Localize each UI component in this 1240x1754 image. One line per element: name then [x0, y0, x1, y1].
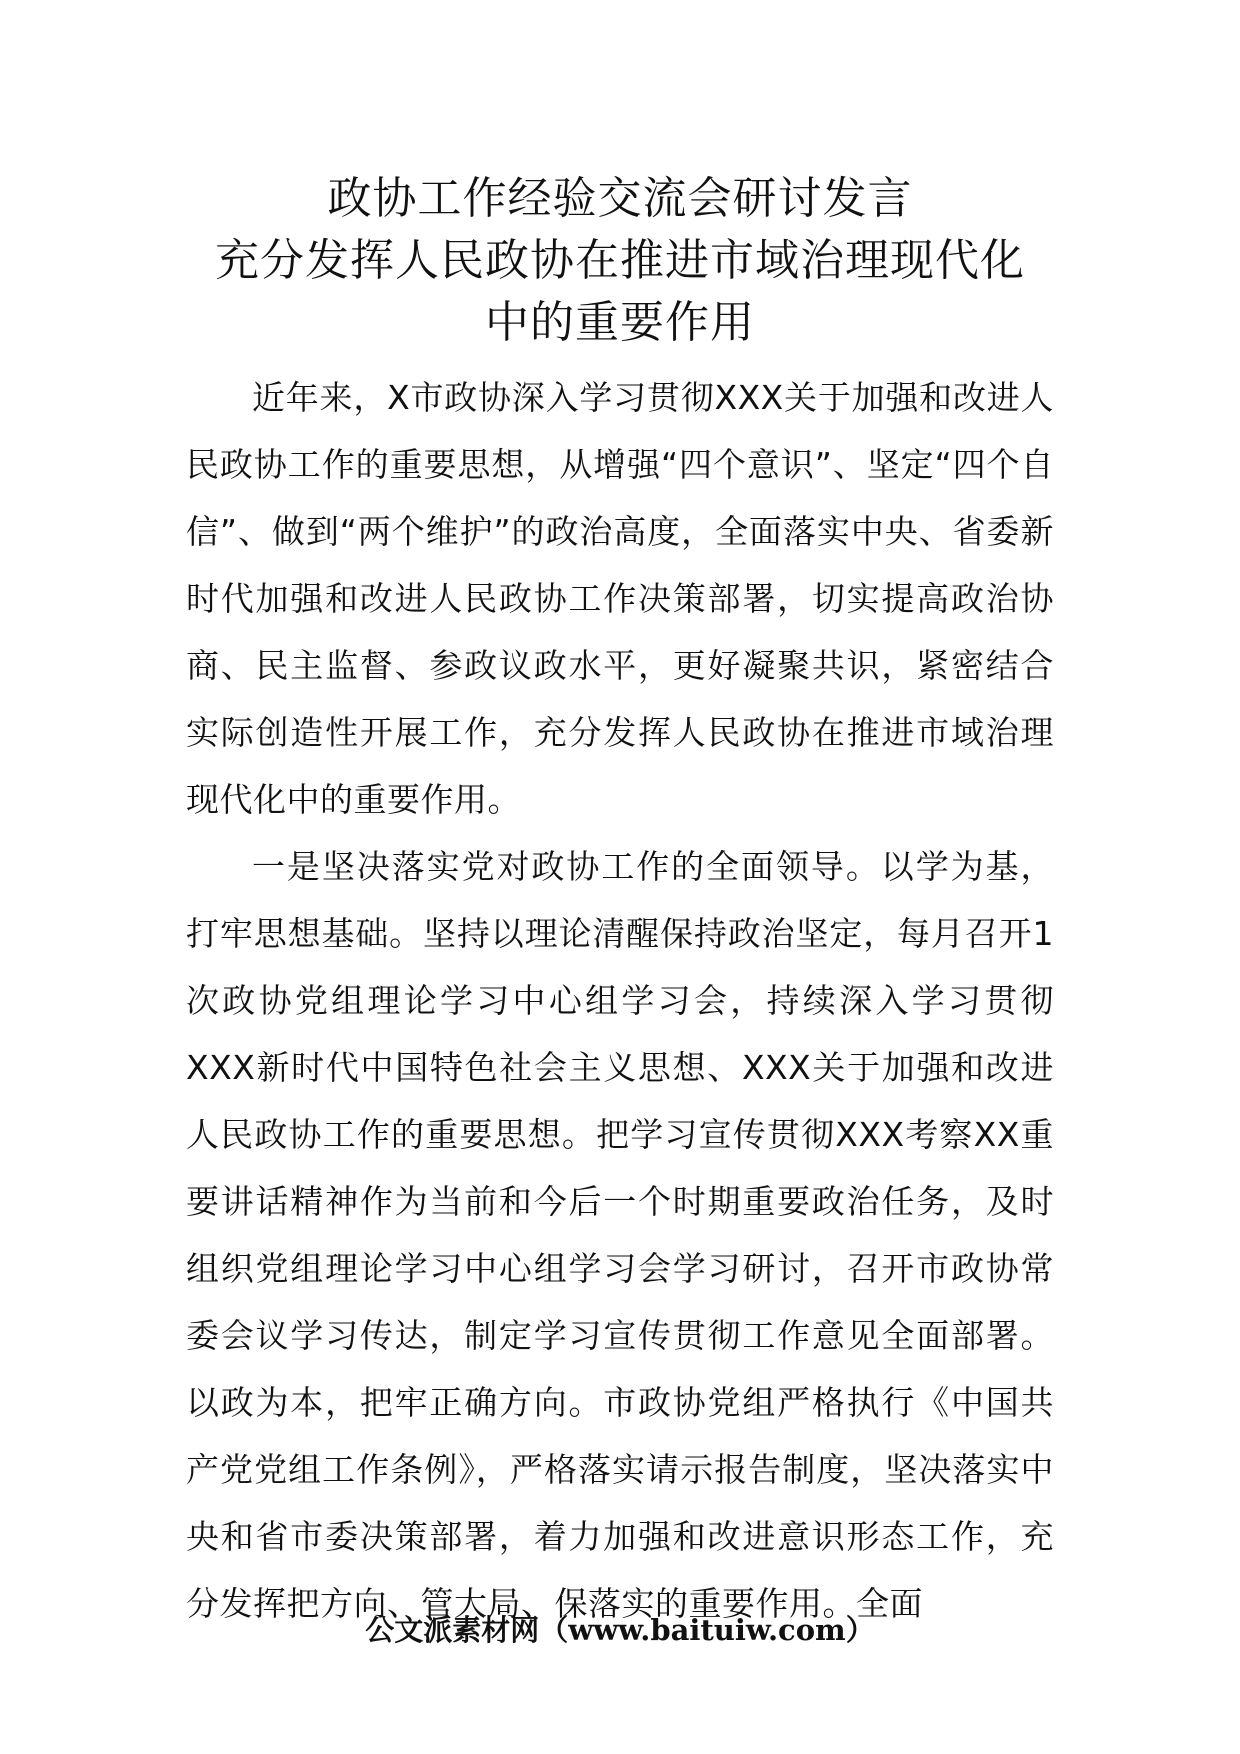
footer-watermark: 公文派素材网（www.baituiw.com）	[365, 1613, 875, 1647]
document-title	[150, 168, 1090, 354]
paragraph-intro: 近年来，X市政协深入学习贯彻XXX关于加强和改进人民政协工作的重要思想，从增强“四个意识”、坚定“四个自信”、做到“两个维护”的政治高度，全面落实中央、省委新时代加强和改进人民政协工作决策部署，切实提高政治协商、民主监督、参政议政水平，更好凝聚共识，紧密结合实际创造性开展工作，充分发挥人民政协在推进市域治理现代化中的重要作用。	[186, 378, 1054, 819]
title-line-2: 充分发挥人民政协在推进市域治理现代化	[215, 235, 1025, 286]
paragraph-section-one: 一是坚决落实党对政协工作的全面领导。以学为基，打牢思想基础。坚持以理论清醒保持政治坚定，每月召开1次政协党组理论学习中心组学习会，持续深入学习贯彻XXX新时代中国特色社会主义思想、XXX关于加强和改进人民政协工作的重要思想。把学习宣传贯彻XXX考察XX重要讲话精神作为当前和今后一个时期重要政治任务，及时组织党组理论学习中心组学习会学习研讨，召开市政协常委会议学习传达，制定学习宣传贯彻工作意见全面部署。以政为本，把牢正确方向。市政协党组严格执行《中国共产党党组工作条例》，严格落实请示报告制度，坚决落实中央和省市委决策部署，着力加强和改进意识形态工作，充分发挥把方向、管大局、保落实的重要作用。全面	[186, 847, 1054, 1623]
title-line-1: 政协工作经验交流会研讨发言	[327, 173, 913, 224]
title-line-3: 中的重要作用	[485, 297, 755, 348]
document-body	[186, 364, 1054, 1637]
